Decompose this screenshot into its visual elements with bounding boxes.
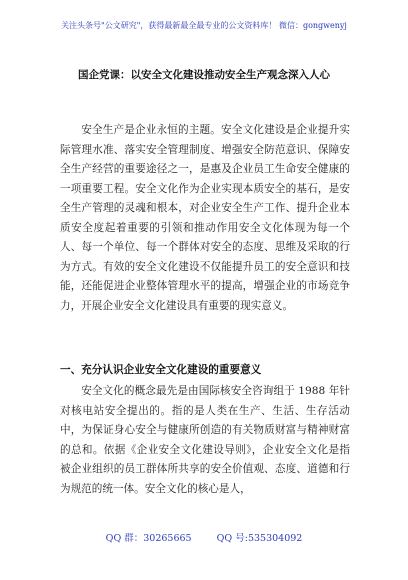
header-promo-note: 关注头条号"公文研究"，获得最新最全最专业的公文资料库！ 微信：gongwenyj [61, 21, 347, 30]
footer-contact [0, 533, 408, 545]
section-1-heading: 一、充分认识企业安全文化建设的重要意义 [60, 364, 262, 376]
document-title: 国企党课：以安全文化建设推动安全生产观念深入人心 [78, 69, 330, 81]
section-1-paragraph: 安全文化的概念最先是由国际核安全咨询组于 1988 年针对核电站安全提出的。指的是人类在生产、生活、生存活动中，为保证身心安全与健康所创造的有关物质财富与精神财富的总和。依据《企业安全文化建设导则》，企业安全文化是指被企业组织的员工群体所共享的安全价值观、态度、道德和行为规范的统一体。安全文化的核心是人， [60, 385, 350, 495]
footer-qq-group: QQ 群：30265665 [105, 533, 192, 544]
intro-paragraph: 安全生产是企业永恒的主题。安全文化建设是企业提升实际管理水准、落实安全管理制度、增强安全防范意识、保障安全生产经营的重要途径之一，是惠及企业员工生命安全健康的一项重要工程。安全文化作为企业实现本质安全的基石，是安全生产管理的灵魂和根本，对企业安全生产工作、提升企业本质安全度起着重要的引领和推动作用安全文化体现为每一个人、每一个单位、每一个群体对安全的态度、思维及采取的行为方式。有效的安全文化建设不仅能提升员工的安全意识和技能，还能促进企业整体管理水平的提高，增强企业的市场竞争力，开展企业安全文化建设具有重要的现实意义。 [60, 124, 350, 312]
footer-qq-number: QQ 号:535304092 [216, 533, 303, 544]
